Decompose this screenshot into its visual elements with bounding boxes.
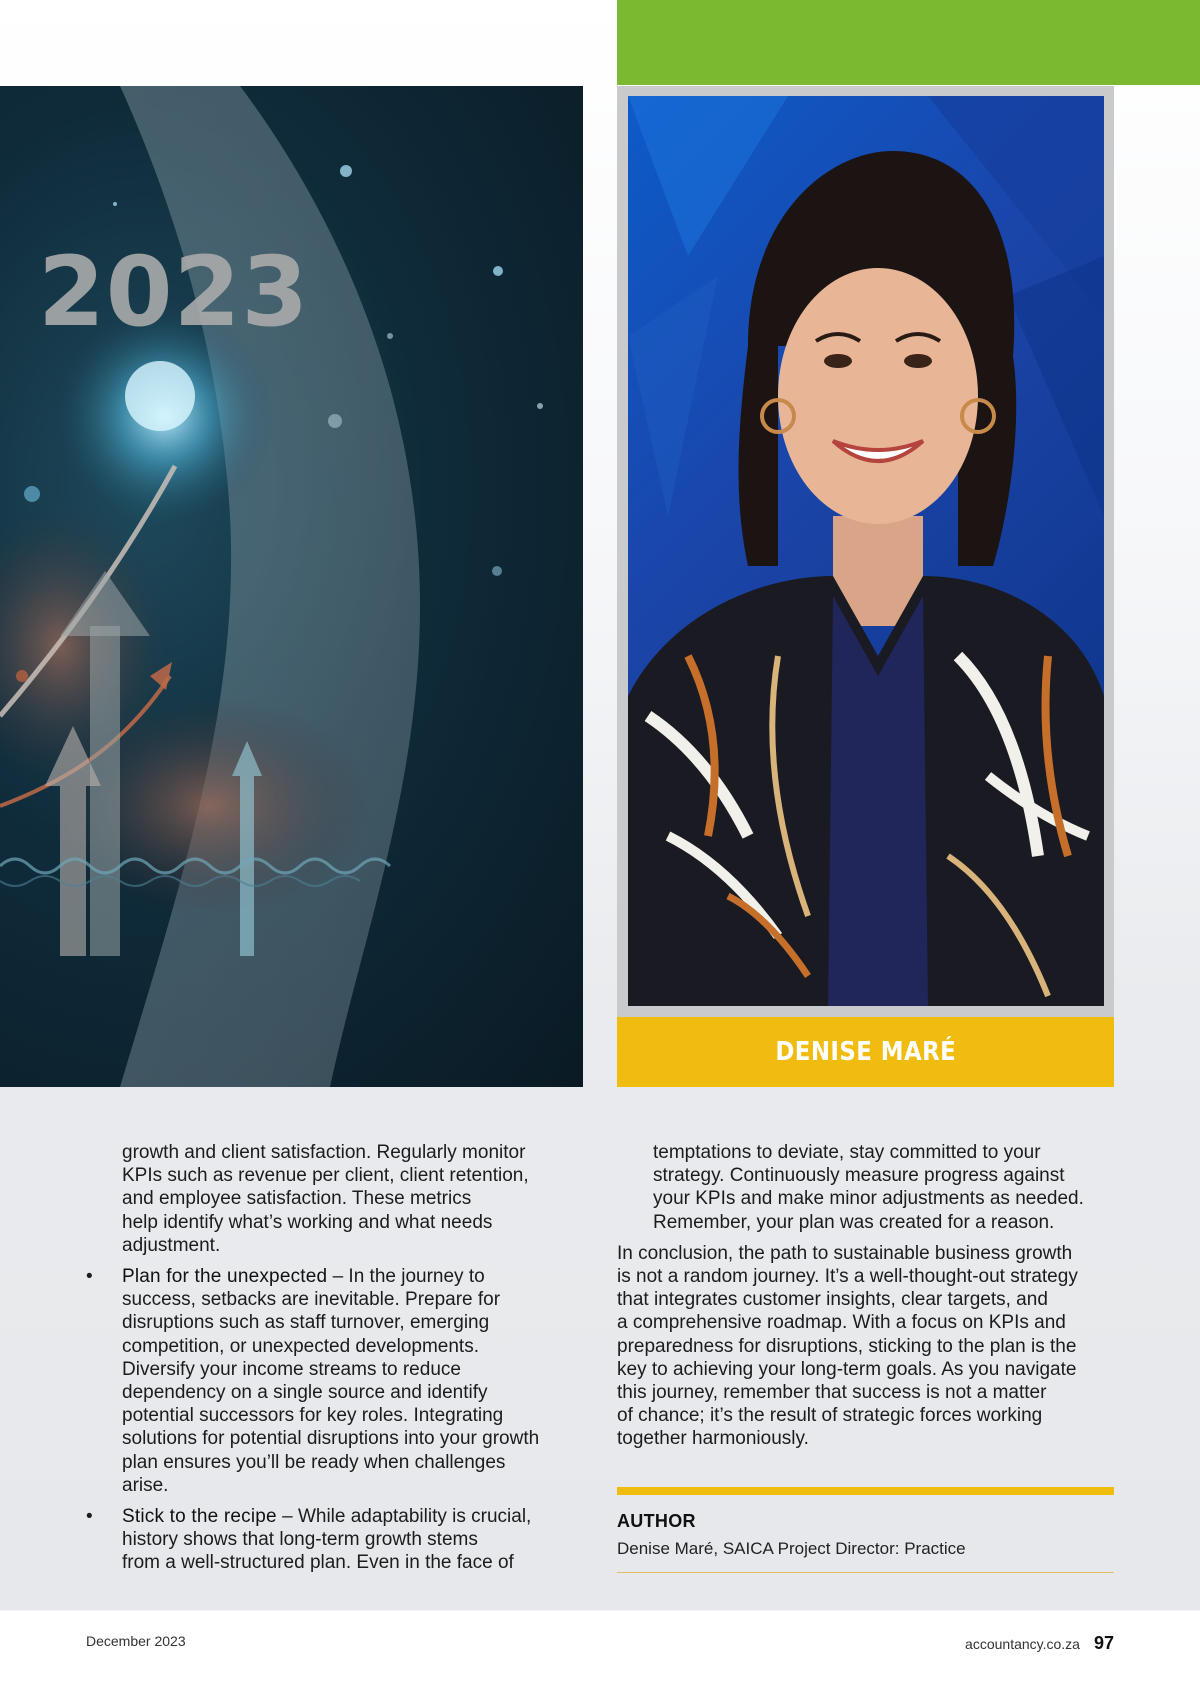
author-heading: AUTHOR [617, 1511, 696, 1531]
text-line: potential successors for key roles. Integrating [122, 1405, 504, 1427]
top-green-bar [617, 0, 1200, 85]
bullet-heading: Stick to the recipe [122, 1506, 277, 1528]
text-line: a comprehensive roadmap. With a focus on KPIs and [617, 1312, 1066, 1334]
author-bottom-rule [617, 1572, 1114, 1573]
text-line: disruptions such as staff turnover, emerging [122, 1312, 490, 1334]
text-line: growth and client satisfaction. Regularly monitor [122, 1142, 526, 1163]
text-line: competition, or unexpected developments. [122, 1335, 479, 1357]
text-line: together harmoniously. [617, 1428, 809, 1450]
page-number: 97 [1093, 1633, 1114, 1653]
bullet-dot: • [86, 1506, 93, 1528]
text-line [122, 1505, 586, 1528]
text-line: solutions for potential disruptions into your growth [122, 1428, 540, 1450]
text-line [122, 1265, 586, 1288]
text-line: success, setbacks are inevitable. Prepare for [122, 1289, 501, 1311]
text-line: KPIs such as revenue per client, client retention, [122, 1165, 529, 1187]
portrait-graphic [628, 96, 1104, 1006]
text-line: plan ensures you’ll be ready when challenges [122, 1451, 506, 1473]
left-text-column [86, 1141, 586, 1575]
hero-year-text: 2023 [38, 236, 310, 348]
author-name-banner [617, 1017, 1114, 1087]
continued-bullet-text [653, 1141, 1117, 1234]
text-line: help identify what’s working and what needs [122, 1211, 493, 1233]
bullet-text: – While adaptability is crucial, [276, 1506, 532, 1528]
footer-right [965, 1633, 1114, 1654]
text-line: preparedness for disruptions, sticking to the plan is the [617, 1335, 1077, 1357]
conclusion-paragraph [617, 1242, 1117, 1451]
text-line: adjustment. [122, 1234, 221, 1256]
author-divider [617, 1487, 1114, 1495]
bullet-plan-for-unexpected [86, 1265, 586, 1497]
text-line: and employee satisfaction. These metrics [122, 1188, 472, 1210]
text-line: is not a random journey. It’s a well-thought-out strategy [617, 1266, 1078, 1288]
right-text-column [617, 1141, 1117, 1451]
author-name: DENISE MARÉ [775, 1037, 956, 1067]
text-line: of chance; it’s the result of strategic forces working [617, 1405, 1043, 1427]
text-line: In conclusion, the path to sustainable business growth [617, 1242, 1073, 1264]
intro-paragraph [122, 1141, 586, 1257]
bullet-text: – In the journey to [327, 1266, 485, 1288]
text-line: dependency on a single source and identify [122, 1382, 488, 1404]
text-line: Remember, your plan was created for a reason. [653, 1211, 1055, 1233]
hero-illustration [0, 86, 583, 1087]
bullet-dot: • [86, 1266, 93, 1288]
bullet-stick-to-recipe [86, 1505, 586, 1575]
text-line: your KPIs and make minor adjustments as needed. [653, 1188, 1084, 1210]
author-credit: Denise Maré, SAICA Project Director: Practice [617, 1539, 966, 1558]
text-line: Diversify your income streams to reduce [122, 1358, 461, 1380]
text-line: strategy. Continuously measure progress against [653, 1165, 1065, 1187]
text-line: history shows that long-term growth stems [122, 1529, 478, 1551]
text-line: arise. [122, 1474, 169, 1496]
text-line: this journey, remember that success is not a matter [617, 1382, 1047, 1404]
footer-date: December 2023 [86, 1633, 186, 1649]
text-line: temptations to deviate, stay committed to your [653, 1142, 1041, 1163]
author-portrait [628, 96, 1104, 1006]
text-line: key to achieving your long-term goals. As you navigate [617, 1358, 1077, 1380]
text-line: that integrates customer insights, clear targets, and [617, 1289, 1048, 1311]
bullet-heading: Plan for the unexpected [122, 1266, 328, 1288]
text-line: from a well-structured plan. Even in the face of [122, 1552, 514, 1574]
footer-site-link[interactable]: accountancy.co.za [965, 1636, 1080, 1652]
